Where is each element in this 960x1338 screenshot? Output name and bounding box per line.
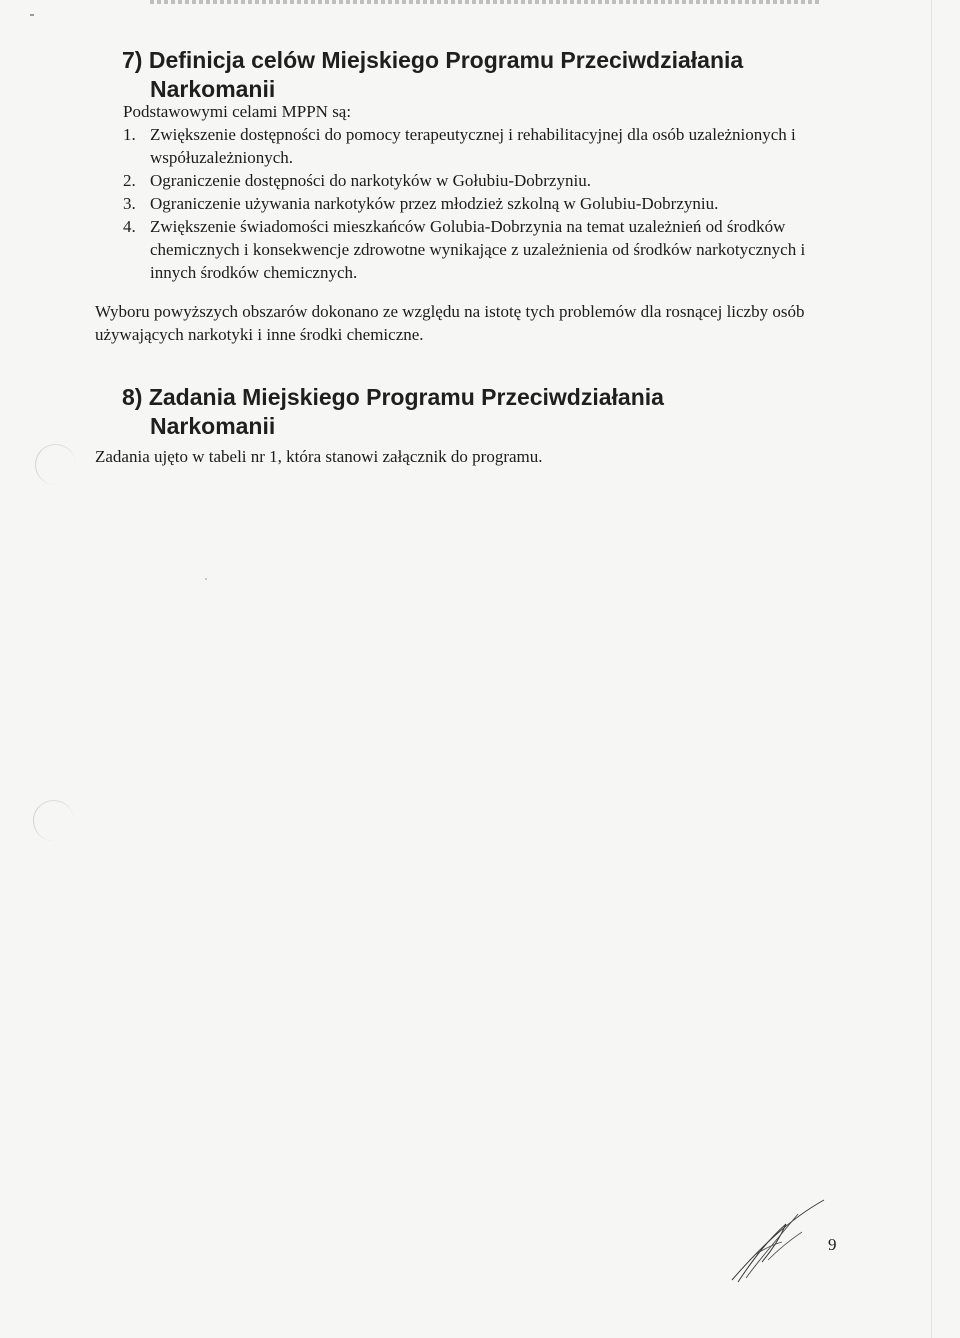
goal-text: Zwiększenie świadomości mieszkańców Golubia-Dobrzynia na temat uzależnień od środków chemicznych i konsekwencje zdrowotne wynikające z uzależnienia od środków narkotycznych i innych środków chemicznych. [150,217,806,282]
goal-item-3 [123,192,823,215]
goal-item-4 [123,215,823,284]
tasks-paragraph: Zadania ujęto w tabeli nr 1, która stanowi załącznik do programu. [95,447,543,466]
scan-speck [205,578,207,580]
scan-mark [30,14,34,16]
goal-item-2 [123,169,823,192]
goals-intro: Podstawowymi celami MPPN są: [123,102,352,121]
goal-number: 4. [123,217,136,236]
section-8-heading [122,383,882,441]
page-number: 9 [828,1235,837,1254]
goal-item-1 [123,123,823,169]
cut-off-previous-text [150,0,820,4]
punch-hole-mark [35,444,76,485]
section-8-title-line2: Narkomanii [150,413,276,439]
goals-list [123,123,823,284]
punch-hole-mark [33,800,74,841]
page-edge [931,0,932,1338]
goal-number: 3. [123,194,136,213]
section-8-number: 8) [122,384,143,410]
signature-initials [728,1198,828,1284]
section-7-number: 7) [122,47,143,73]
goal-text: Ograniczenie dostępności do narkotyków w Gołubiu-Dobrzyniu. [150,171,591,190]
rationale-paragraph: Wyboru powyższych obszarów dokonano ze względu na istotę tych problemów dla rosnącej liczby osób używających narkotyki i inne środki chemiczne. [95,302,805,344]
goal-text: Ograniczenie używania narkotyków przez młodzież szkolną w Golubiu-Dobrzyniu. [150,194,719,213]
section-8-title-line1: Zadania Miejskiego Programu Przeciwdziałania [148,384,664,410]
goal-number: 2. [123,171,136,190]
section-7-title-line1: Definicja celów Miejskiego Programu Przeciwdziałania [148,47,744,73]
section-7-heading [122,46,882,104]
goal-text: Zwiększenie dostępności do pomocy terapeutycznej i rehabilitacyjnej dla osób uzależnionych i współuzależnionych. [150,125,796,167]
goal-number: 1. [123,125,136,144]
section-7-title-line2: Narkomanii [150,76,276,102]
